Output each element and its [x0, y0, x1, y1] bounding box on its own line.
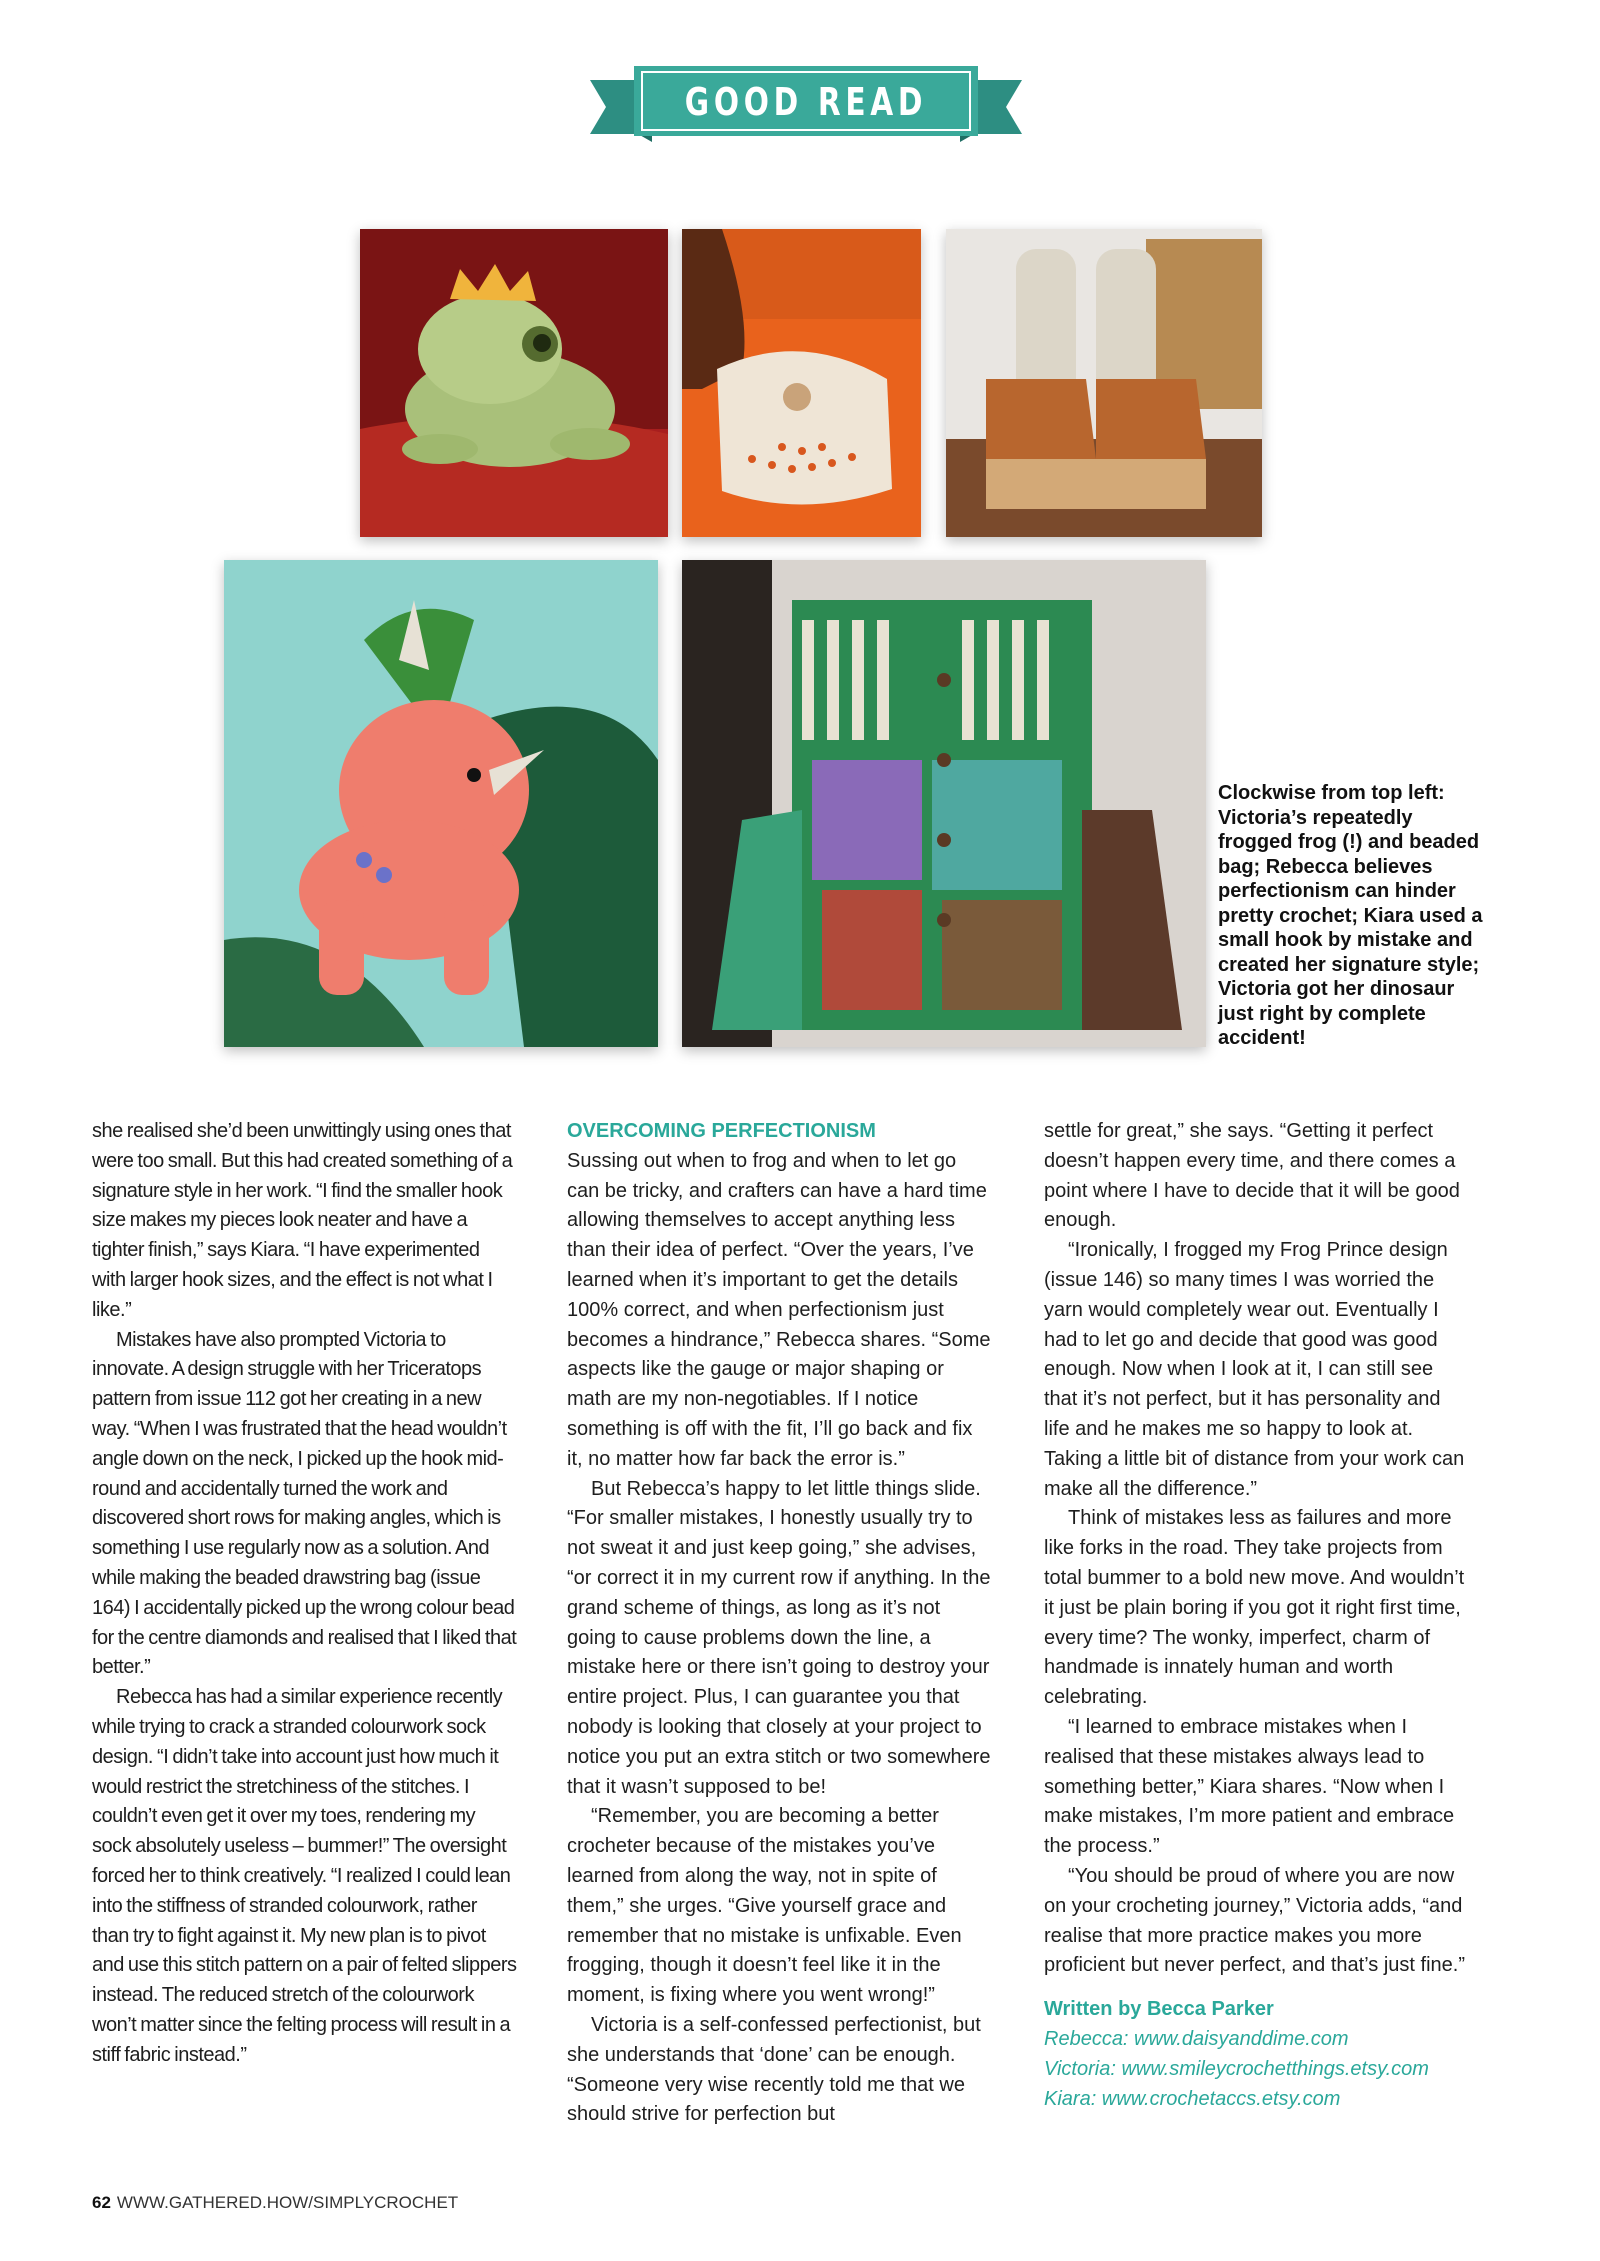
- credit-link[interactable]: Rebecca: www.daisyanddime.com: [1044, 2027, 1349, 2050]
- lace-sock-photo: [946, 229, 1262, 537]
- author-credits: [1044, 1995, 1469, 2114]
- section-heading: OVERCOMING PERFECTIONISM: [567, 1120, 876, 1142]
- paragraph: Rebecca has had a similar experience recently while trying to crack a stranded colourwork sock design. “I didn’t take into account just how much it would restrict the stretchiness of the stitches. I couldn’t even get it over my toes, rendering my sock absolutely useless – bummer!” The oversight forced her to think creatively. “I realized I could lean into the stiffness of stranded colourwork, rather than try to fight against it. My new plan is to pivot and use this stitch pattern on a pair of felted slippers instead. The reduced stretch of the colourwork won’t matter since the felting process will result in a stiff fabric instead.”: [92, 1686, 517, 2066]
- page-footer: [92, 2193, 458, 2213]
- paragraph: “I learned to embrace mistakes when I realised that these mistakes always lead to something better,” Kiara shares. “Now when I make mistakes, I’m more patient and embrace the process.”: [1044, 1715, 1455, 1858]
- paragraph: Think of mistakes less as failures and more like forks in the road. They take projects from total bummer to a bold new move. And wouldn’t it just be plain boring if you got it right first time, every time? The wonky, imperfect, charm of handmade is innately human and worth celebrating.: [1044, 1507, 1465, 1709]
- article-column-1: [92, 1117, 517, 2071]
- paragraph: “Remember, you are becoming a better crocheter because of the mistakes you’ve learned from along the way, not in spite of them,” she urges. “Give yourself grace and remember that no mistake is unfixable. Even frogging, though it doesn’t feel like it in the moment, is fixing where you went wrong!”: [567, 1805, 962, 2007]
- author-byline: Written by Becca Parker: [1044, 1998, 1274, 2021]
- section-banner: [590, 62, 1022, 144]
- paragraph: “Ironically, I frogged my Frog Prince design (issue 146) so many times I was worried the yarn would completely wear out. Eventually I had to let go and decide that good was good enough. Now when I look at it, I can still see that it’s not perfect, but it has personality and life and he makes me so happy to look at. Taking a little bit of distance from your work can make all the difference.”: [1044, 1239, 1465, 1500]
- paragraph: Sussing out when to frog and when to let go can be tricky, and crafters can have a hard time allowing themselves to accept anything less than their idea of perfect. “Over the years, I’ve learned when it’s important to get the details 100% correct, and when perfectionism just becomes a hindrance,” Rebecca shares. “Some aspects like the gauge or major shaping or math are my non-negotiables. If I notice something is off with the fit, I’ll go back and fix it, no matter how far back the error is.”: [567, 1149, 991, 1470]
- credit-link[interactable]: Kiara: www.crochetaccs.etsy.com: [1044, 2087, 1341, 2110]
- photo-caption: Clockwise from top left: Victoria’s repeatedly frogged frog (!) and beaded bag; Rebecca believes perfectionism can hinder pretty crochet; Kiara used a small hook by mistake and created her signature style; Victoria got her dinosaur just right by complete accident!: [1218, 782, 1483, 1049]
- banner-label: GOOD READ: [684, 80, 928, 124]
- paragraph: she realised she’d been unwittingly using ones that were too small. But this had created something of a signature style in her work. “I find the smaller hook size makes my pieces look neater and have a tighter finish,” says Kiara. “I have experimented with larger hook sizes, and the effect is not what I like.”: [92, 1120, 513, 1321]
- paragraph: “You should be proud of where you are now on your crocheting journey,” Victoria adds, “and realise that more practice makes you more proficient but never perfect, and that’s just fine.”: [1044, 1864, 1465, 1977]
- paragraph: But Rebecca’s happy to let little things slide. “For smaller mistakes, I honestly usually try to not sweat it and just keep going,” she advises, “or correct it in my current row if anything. In the grand scheme of things, as long as it’s not going to cause problems down the line, a mistake here or there isn’t going to destroy your entire project. Plus, I can guarantee you that nobody is looking that closely at your project to notice you put an extra stitch or two somewhere that it wasn’t supposed to be!: [567, 1477, 991, 1798]
- credit-link[interactable]: Victoria: www.smileycrochetthings.etsy.com: [1044, 2057, 1429, 2080]
- beaded-bag-photo: [682, 229, 921, 537]
- triceratops-photo: [224, 560, 658, 1047]
- striped-cardigan-photo: [682, 560, 1206, 1047]
- page-number: 62: [92, 2193, 111, 2212]
- article-column-3: [1044, 1117, 1469, 2114]
- paragraph: settle for great,” she says. “Getting it perfect doesn’t happen every time, and there comes a point where I have to decide that it will be good enough.: [1044, 1120, 1460, 1232]
- frog-prince-photo: [360, 229, 668, 537]
- article-column-2: [567, 1117, 992, 2130]
- paragraph: Victoria is a self-confessed perfectionist, but she understands that ‘done’ can be enough. “Someone very wise recently told me that we should strive for perfection but: [567, 2013, 981, 2126]
- footer-url[interactable]: WWW.GATHERED.HOW/SIMPLYCROCHET: [116, 2193, 459, 2212]
- paragraph: Mistakes have also prompted Victoria to innovate. A design struggle with her Triceratops pattern from issue 112 got her creating in a new way. “When I was frustrated that the head wouldn’t angle down on the neck, I picked up the hook mid-round and accidentally turned the work and discovered short rows for making angles, which is something I use regularly now as a solution. And while making the beaded drawstring bag (issue 164) I accidentally picked up the wrong colour bead for the centre diamonds and realised that I liked that better.”: [92, 1328, 517, 1679]
